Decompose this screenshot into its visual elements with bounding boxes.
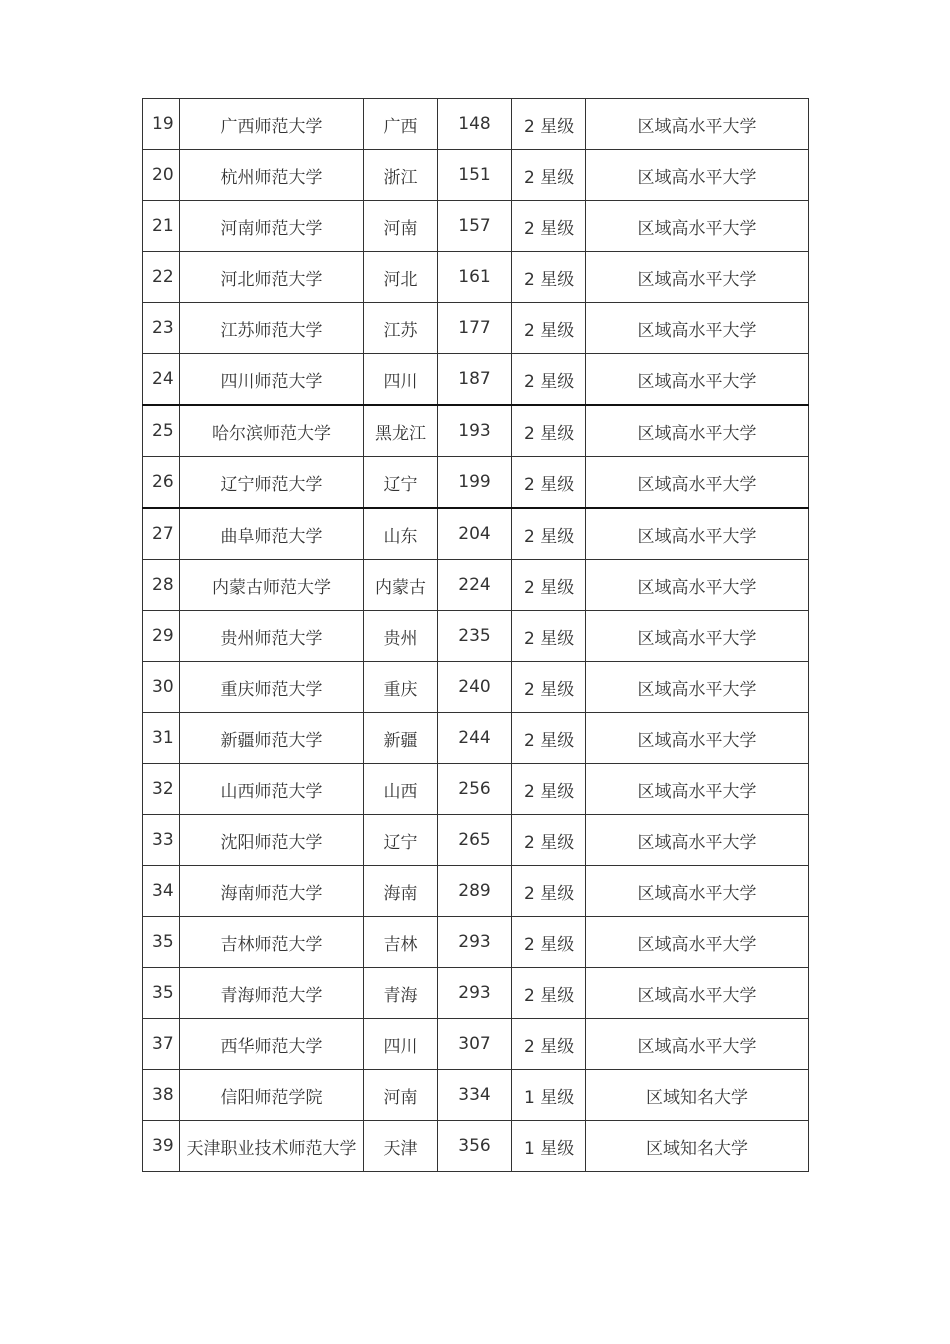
table-row: [143, 508, 809, 560]
province-cell: 海南: [364, 866, 438, 917]
star-rating-cell: 2 星级: [512, 508, 586, 560]
rank-cell: 21: [143, 201, 180, 252]
province-cell: 内蒙古: [364, 560, 438, 611]
university-name-cell: 西华师范大学: [180, 1019, 364, 1070]
score-cell: 240: [438, 662, 512, 713]
score-cell: 177: [438, 303, 512, 354]
province-cell: 吉林: [364, 917, 438, 968]
university-name-cell: 河南师范大学: [180, 201, 364, 252]
province-cell: 天津: [364, 1121, 438, 1172]
university-name-cell: 广西师范大学: [180, 99, 364, 150]
province-cell: 河南: [364, 1070, 438, 1121]
rank-cell: 22: [143, 252, 180, 303]
level-cell: 区域高水平大学: [586, 764, 809, 815]
score-cell: 289: [438, 866, 512, 917]
level-cell: 区域高水平大学: [586, 815, 809, 866]
star-rating-cell: 1 星级: [512, 1070, 586, 1121]
score-cell: 244: [438, 713, 512, 764]
rank-cell: 23: [143, 303, 180, 354]
university-name-cell: 海南师范大学: [180, 866, 364, 917]
score-cell: 293: [438, 917, 512, 968]
rank-cell: 31: [143, 713, 180, 764]
rank-cell: 32: [143, 764, 180, 815]
star-rating-cell: 2 星级: [512, 354, 586, 406]
table-row: [143, 1070, 809, 1121]
university-name-cell: 河北师范大学: [180, 252, 364, 303]
province-cell: 山东: [364, 508, 438, 560]
table-row: [143, 201, 809, 252]
rank-cell: 39: [143, 1121, 180, 1172]
table-row: [143, 713, 809, 764]
score-cell: 157: [438, 201, 512, 252]
table-row: [143, 457, 809, 509]
level-cell: 区域高水平大学: [586, 99, 809, 150]
university-name-cell: 天津职业技术师范大学: [180, 1121, 364, 1172]
rank-cell: 37: [143, 1019, 180, 1070]
table-row: [143, 354, 809, 406]
level-cell: 区域高水平大学: [586, 201, 809, 252]
star-rating-cell: 2 星级: [512, 917, 586, 968]
province-cell: 新疆: [364, 713, 438, 764]
level-cell: 区域知名大学: [586, 1070, 809, 1121]
university-name-cell: 沈阳师范大学: [180, 815, 364, 866]
province-cell: 广西: [364, 99, 438, 150]
star-rating-cell: 1 星级: [512, 1121, 586, 1172]
table-row: [143, 764, 809, 815]
table-row: [143, 662, 809, 713]
score-cell: 256: [438, 764, 512, 815]
university-name-cell: 吉林师范大学: [180, 917, 364, 968]
level-cell: 区域高水平大学: [586, 866, 809, 917]
star-rating-cell: 2 星级: [512, 815, 586, 866]
score-cell: 187: [438, 354, 512, 406]
rank-cell: 27: [143, 508, 180, 560]
province-cell: 四川: [364, 1019, 438, 1070]
level-cell: 区域高水平大学: [586, 560, 809, 611]
province-cell: 黑龙江: [364, 405, 438, 457]
table-row: [143, 1121, 809, 1172]
table-row: [143, 252, 809, 303]
university-name-cell: 杭州师范大学: [180, 150, 364, 201]
university-name-cell: 山西师范大学: [180, 764, 364, 815]
rank-cell: 35: [143, 917, 180, 968]
score-cell: 235: [438, 611, 512, 662]
score-cell: 148: [438, 99, 512, 150]
table-row: [143, 150, 809, 201]
table-row: [143, 303, 809, 354]
province-cell: 江苏: [364, 303, 438, 354]
rank-cell: 25: [143, 405, 180, 457]
table-row: [143, 866, 809, 917]
university-name-cell: 新疆师范大学: [180, 713, 364, 764]
score-cell: 151: [438, 150, 512, 201]
table-row: [143, 917, 809, 968]
level-cell: 区域高水平大学: [586, 150, 809, 201]
star-rating-cell: 2 星级: [512, 457, 586, 509]
level-cell: 区域高水平大学: [586, 917, 809, 968]
rank-cell: 38: [143, 1070, 180, 1121]
level-cell: 区域高水平大学: [586, 968, 809, 1019]
province-cell: 浙江: [364, 150, 438, 201]
score-cell: 161: [438, 252, 512, 303]
rank-cell: 35: [143, 968, 180, 1019]
star-rating-cell: 2 星级: [512, 866, 586, 917]
table-row: [143, 815, 809, 866]
star-rating-cell: 2 星级: [512, 560, 586, 611]
province-cell: 山西: [364, 764, 438, 815]
province-cell: 四川: [364, 354, 438, 406]
province-cell: 河北: [364, 252, 438, 303]
star-rating-cell: 2 星级: [512, 405, 586, 457]
level-cell: 区域高水平大学: [586, 662, 809, 713]
rank-cell: 24: [143, 354, 180, 406]
rank-cell: 19: [143, 99, 180, 150]
rank-cell: 33: [143, 815, 180, 866]
star-rating-cell: 2 星级: [512, 764, 586, 815]
score-cell: 265: [438, 815, 512, 866]
level-cell: 区域高水平大学: [586, 508, 809, 560]
star-rating-cell: 2 星级: [512, 150, 586, 201]
score-cell: 193: [438, 405, 512, 457]
score-cell: 204: [438, 508, 512, 560]
university-name-cell: 辽宁师范大学: [180, 457, 364, 509]
rank-cell: 26: [143, 457, 180, 509]
university-name-cell: 江苏师范大学: [180, 303, 364, 354]
table-row: [143, 405, 809, 457]
score-cell: 356: [438, 1121, 512, 1172]
university-name-cell: 贵州师范大学: [180, 611, 364, 662]
level-cell: 区域高水平大学: [586, 611, 809, 662]
star-rating-cell: 2 星级: [512, 303, 586, 354]
star-rating-cell: 2 星级: [512, 968, 586, 1019]
table-row: [143, 1019, 809, 1070]
university-name-cell: 曲阜师范大学: [180, 508, 364, 560]
level-cell: 区域高水平大学: [586, 457, 809, 509]
university-name-cell: 哈尔滨师范大学: [180, 405, 364, 457]
score-cell: 334: [438, 1070, 512, 1121]
university-name-cell: 四川师范大学: [180, 354, 364, 406]
table-row: [143, 560, 809, 611]
university-name-cell: 内蒙古师范大学: [180, 560, 364, 611]
star-rating-cell: 2 星级: [512, 1019, 586, 1070]
level-cell: 区域高水平大学: [586, 354, 809, 406]
star-rating-cell: 2 星级: [512, 713, 586, 764]
university-name-cell: 青海师范大学: [180, 968, 364, 1019]
province-cell: 辽宁: [364, 457, 438, 509]
level-cell: 区域高水平大学: [586, 303, 809, 354]
table-body: [143, 99, 809, 1172]
table-row: [143, 611, 809, 662]
star-rating-cell: 2 星级: [512, 201, 586, 252]
level-cell: 区域高水平大学: [586, 405, 809, 457]
level-cell: 区域知名大学: [586, 1121, 809, 1172]
level-cell: 区域高水平大学: [586, 252, 809, 303]
level-cell: 区域高水平大学: [586, 713, 809, 764]
score-cell: 293: [438, 968, 512, 1019]
university-name-cell: 信阳师范学院: [180, 1070, 364, 1121]
rank-cell: 28: [143, 560, 180, 611]
rank-cell: 20: [143, 150, 180, 201]
star-rating-cell: 2 星级: [512, 662, 586, 713]
rank-cell: 34: [143, 866, 180, 917]
table-row: [143, 968, 809, 1019]
table-row: [143, 99, 809, 150]
province-cell: 辽宁: [364, 815, 438, 866]
province-cell: 河南: [364, 201, 438, 252]
province-cell: 重庆: [364, 662, 438, 713]
star-rating-cell: 2 星级: [512, 611, 586, 662]
province-cell: 青海: [364, 968, 438, 1019]
province-cell: 贵州: [364, 611, 438, 662]
star-rating-cell: 2 星级: [512, 252, 586, 303]
score-cell: 199: [438, 457, 512, 509]
university-name-cell: 重庆师范大学: [180, 662, 364, 713]
star-rating-cell: 2 星级: [512, 99, 586, 150]
rank-cell: 29: [143, 611, 180, 662]
level-cell: 区域高水平大学: [586, 1019, 809, 1070]
university-ranking-table: [142, 98, 809, 1172]
score-cell: 307: [438, 1019, 512, 1070]
score-cell: 224: [438, 560, 512, 611]
rank-cell: 30: [143, 662, 180, 713]
